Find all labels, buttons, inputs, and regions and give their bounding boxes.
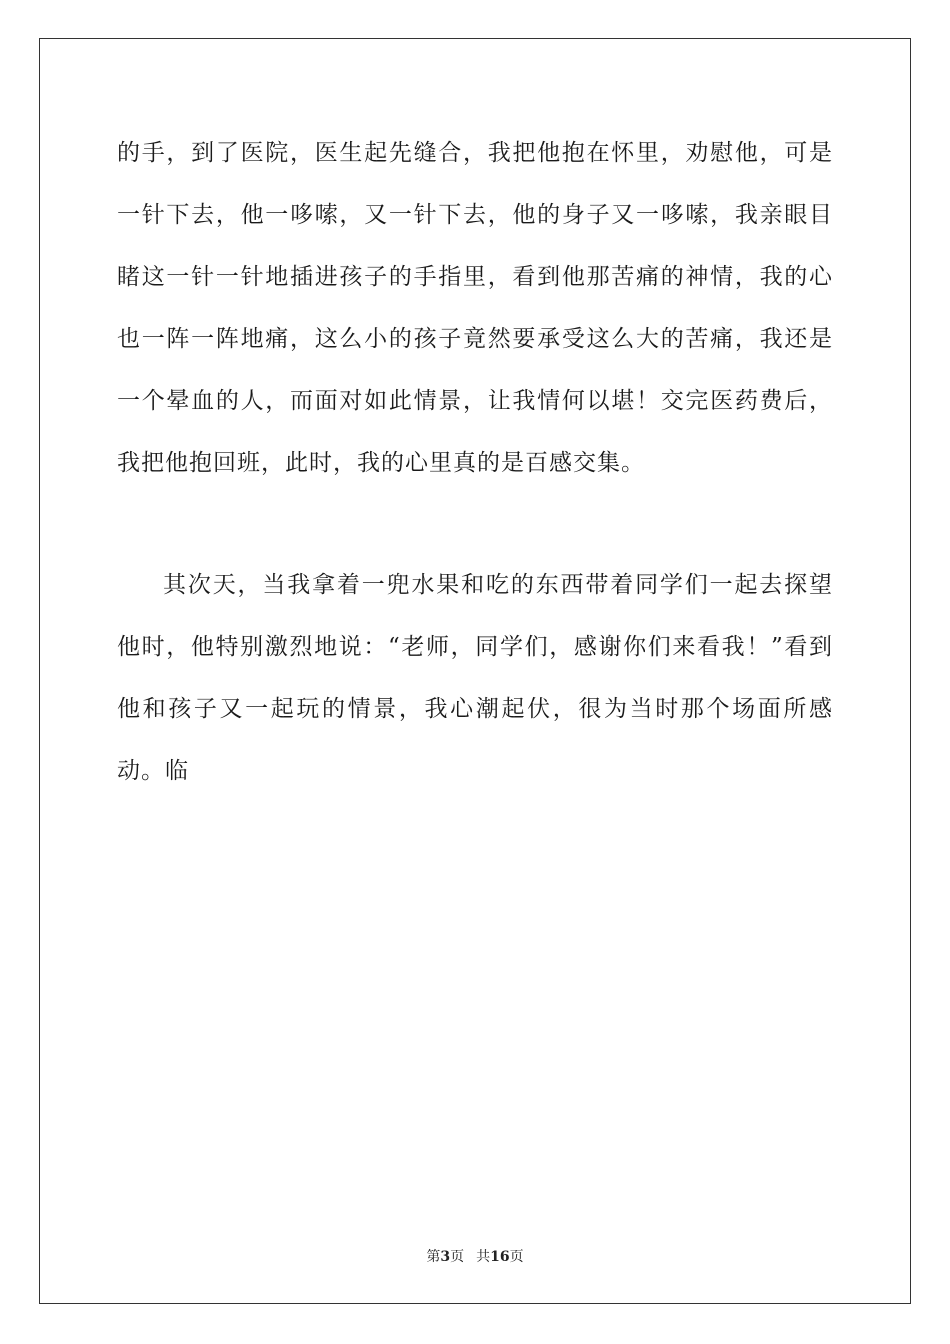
page-number: 3	[440, 1249, 451, 1265]
page-footer	[0, 1246, 950, 1266]
total-suffix: 页	[509, 1249, 524, 1265]
paragraph-2: 其次天，当我拿着一兜水果和吃的东西带着同学们一起去探望他时，他特别激烈地说：“老师，同学们，感谢你们来看我！”看到他和孩子又一起玩的情景，我心潮起伏，很为当时那个场面所感动。临	[117, 572, 833, 784]
document-body	[117, 122, 833, 802]
total-prefix: 共	[476, 1249, 491, 1265]
page-suffix: 页	[450, 1249, 465, 1265]
total-pages: 16	[490, 1249, 510, 1265]
paragraph-1: 的手，到了医院，医生起先缝合，我把他抱在怀里，劝慰他，可是一针下去，他一哆嗦，又一针下去，他的身子又一哆嗦，我亲眼目睹这一针一针地插进孩子的手指里，看到他那苦痛的神情，我的心也一阵一阵地痛，这么小的孩子竟然要承受这么大的苦痛，我还是一个晕血的人，而面对如此情景，让我情何以堪！交完医药费后，我把他抱回班，此时，我的心里真的是百感交集。	[117, 140, 833, 476]
page-prefix: 第	[426, 1249, 441, 1265]
